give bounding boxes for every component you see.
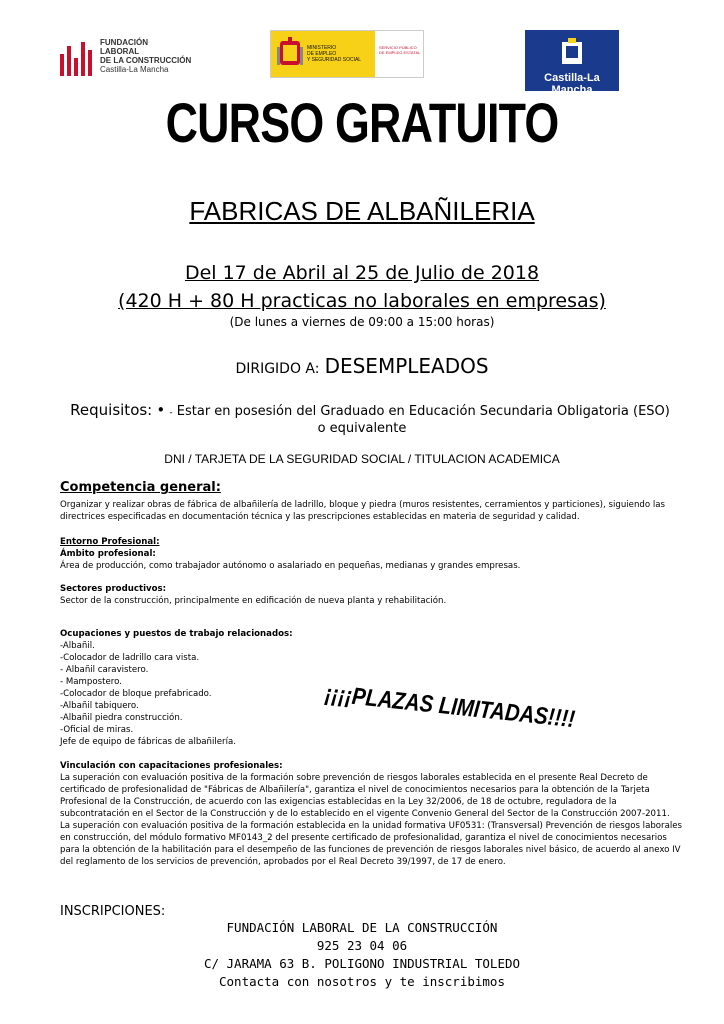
inscripciones-phone: 925 23 04 06: [316, 938, 408, 953]
ministerio-name3: Y SEGURIDAD SOCIAL: [307, 57, 362, 63]
entorno-title: Entorno Profesional:: [60, 537, 160, 547]
clm-shield-icon: [560, 38, 584, 66]
requisitos-label: Requisitos:: [70, 401, 153, 419]
required-documents: DNI / TARJETA DE LA SEGURIDAD SOCIAL / TITULACION ACADEMICA: [164, 452, 560, 466]
inscripciones-title: INSCRIPCIONES:: [60, 904, 166, 919]
vinculacion-section: [60, 760, 685, 868]
ocupacion-item: -Oficial de miras.: [60, 725, 134, 735]
competencia-title: Competencia general:: [60, 480, 221, 495]
spain-coat-of-arms-icon: [277, 37, 303, 71]
requisitos-dash: -: [169, 408, 173, 418]
bullet-icon: •: [156, 401, 166, 419]
ocupacion-item: - Mampostero.: [60, 677, 122, 687]
sectores-title: Sectores productivos:: [60, 584, 167, 594]
ocupaciones-section: [60, 628, 360, 748]
flc-line4: Castilla-La Mancha: [100, 65, 169, 74]
vinculacion-p2: La superación con evaluación positiva de la formación establecida en la unidad formativa UF0531: (Transversal) Prevención de riesgos laborales en construcción, del módulo formativo MF0143_2 del presente certificado de profesionalidad, garantiza el nivel de conocimientos necesarios para la obtención de la habilitación para el desempeño de las funciones de prevención de riesgos laborales nivel básico, de acuerdo al anexo IV del reglamento de los servicios de prevención, aprobados por el Real Decreto 39/1997, de 17 de enero.: [60, 821, 683, 867]
course-schedule: (De lunes a viernes de 09:00 a 15:00 horas): [229, 315, 495, 329]
ocupacion-item: -Albañil.: [60, 641, 95, 651]
course-dates: Del 17 de Abril al 25 de Julio de 2018: [184, 262, 540, 284]
vinculacion-p1: La superación con evaluación positiva de la formación sobre prevención de riesgos laborales establecida en el presente Real Decreto de certificado de profesionalidad de "Fábricas de Albañilería", garantiza el nivel de conocimientos necesarios para la obtención de la Tarjeta Profesional de la Construcción, de acuerdo con las exigencias establecidas en la Ley 32/2006, de 18 de octubre, reguladora de la subcontratación en el Sector de la Construcción y de lo establecido en el vigente Convenio General del Sector de la Construcción 2007-2011.: [60, 773, 670, 819]
ocupaciones-title: Ocupaciones y puestos de trabajo relacionados:: [60, 629, 293, 639]
ambito-text: Área de producción, como trabajador autónomo o asalariado en pequeñas, medianas y grandes empresas.: [60, 561, 521, 571]
inscripciones-cta: Contacta con nosotros y te inscribimos: [219, 974, 505, 989]
requirements: [60, 400, 680, 423]
ocupacion-item: -Albañil piedra construcción.: [60, 713, 183, 723]
sepe-line2: DE EMPLEO ESTATAL: [379, 50, 421, 55]
requisitos-line1: Estar en posesión del Graduado en Educación Secundaria Obligatoria (ESO): [176, 404, 670, 419]
castilla-la-mancha-logo: [525, 30, 619, 96]
ocupacion-item: - Albañil caravistero.: [60, 665, 149, 675]
ocupacion-item: -Albañil tabiquero.: [60, 701, 139, 711]
ministerio-name1: MINISTERIO: [307, 45, 337, 51]
ocupacion-item: -Colocador de ladrillo cara vista.: [60, 653, 200, 663]
sectores-section: [60, 583, 685, 607]
flc-line1: FUNDACIÓN: [100, 38, 148, 47]
plazas-limitadas: ¡¡¡¡PLAZAS LIMITADAS!!!!: [323, 680, 577, 734]
inscripciones-org: FUNDACIÓN LABORAL DE LA CONSTRUCCIÓN: [226, 920, 498, 935]
flc-line2: LABORAL: [100, 47, 140, 56]
requisitos-line2: o equivalente: [317, 421, 407, 436]
fundacion-laboral-logo: [60, 38, 200, 78]
vinculacion-title: Vinculación con capacitaciones profesionales:: [60, 761, 283, 771]
competencia-text: Organizar y realizar obras de fábrica de albañilería de ladrillo, bloque y piedra (muros resistentes, cerramientos y particiones), siguiendo las directrices especificadas en documentación técnica y las prescripciones establecidas en materia de seguridad y calidad.: [60, 500, 665, 522]
dirigido-value: DESEMPLEADOS: [324, 354, 489, 378]
sepe-line1: SERVICIO PÚBLICO: [379, 45, 417, 50]
course-name: FABRICAS DE ALBAÑILERIA: [189, 196, 535, 226]
clm-name: Castilla-La Mancha: [544, 72, 600, 96]
ministerio-logo: [270, 30, 424, 78]
ministerio-name2: DE EMPLEO: [307, 51, 337, 57]
target-audience: [0, 354, 724, 378]
ocupacion-item: Jefe de equipo de fábricas de albañilería.: [60, 737, 236, 747]
flc-line3: DE LA CONSTRUCCIÓN: [100, 56, 192, 65]
main-title: CURSO GRATUITO: [165, 91, 559, 154]
inscripciones-address: C/ JARAMA 63 B. POLIGONO INDUSTRIAL TOLEDO: [203, 956, 521, 971]
entorno-section: [60, 536, 685, 572]
flc-bars-icon: [60, 42, 92, 76]
sectores-text: Sector de la construcción, principalmente en edificación de nueva planta y rehabilitación.: [60, 596, 447, 606]
ocupacion-item: -Colocador de bloque prefabricado.: [60, 689, 212, 699]
ambito-title: Ámbito profesional:: [60, 549, 156, 559]
course-hours: (420 H + 80 H practicas no laborales en empresas): [118, 290, 606, 312]
dirigido-label: DIRIGIDO A:: [235, 361, 320, 377]
